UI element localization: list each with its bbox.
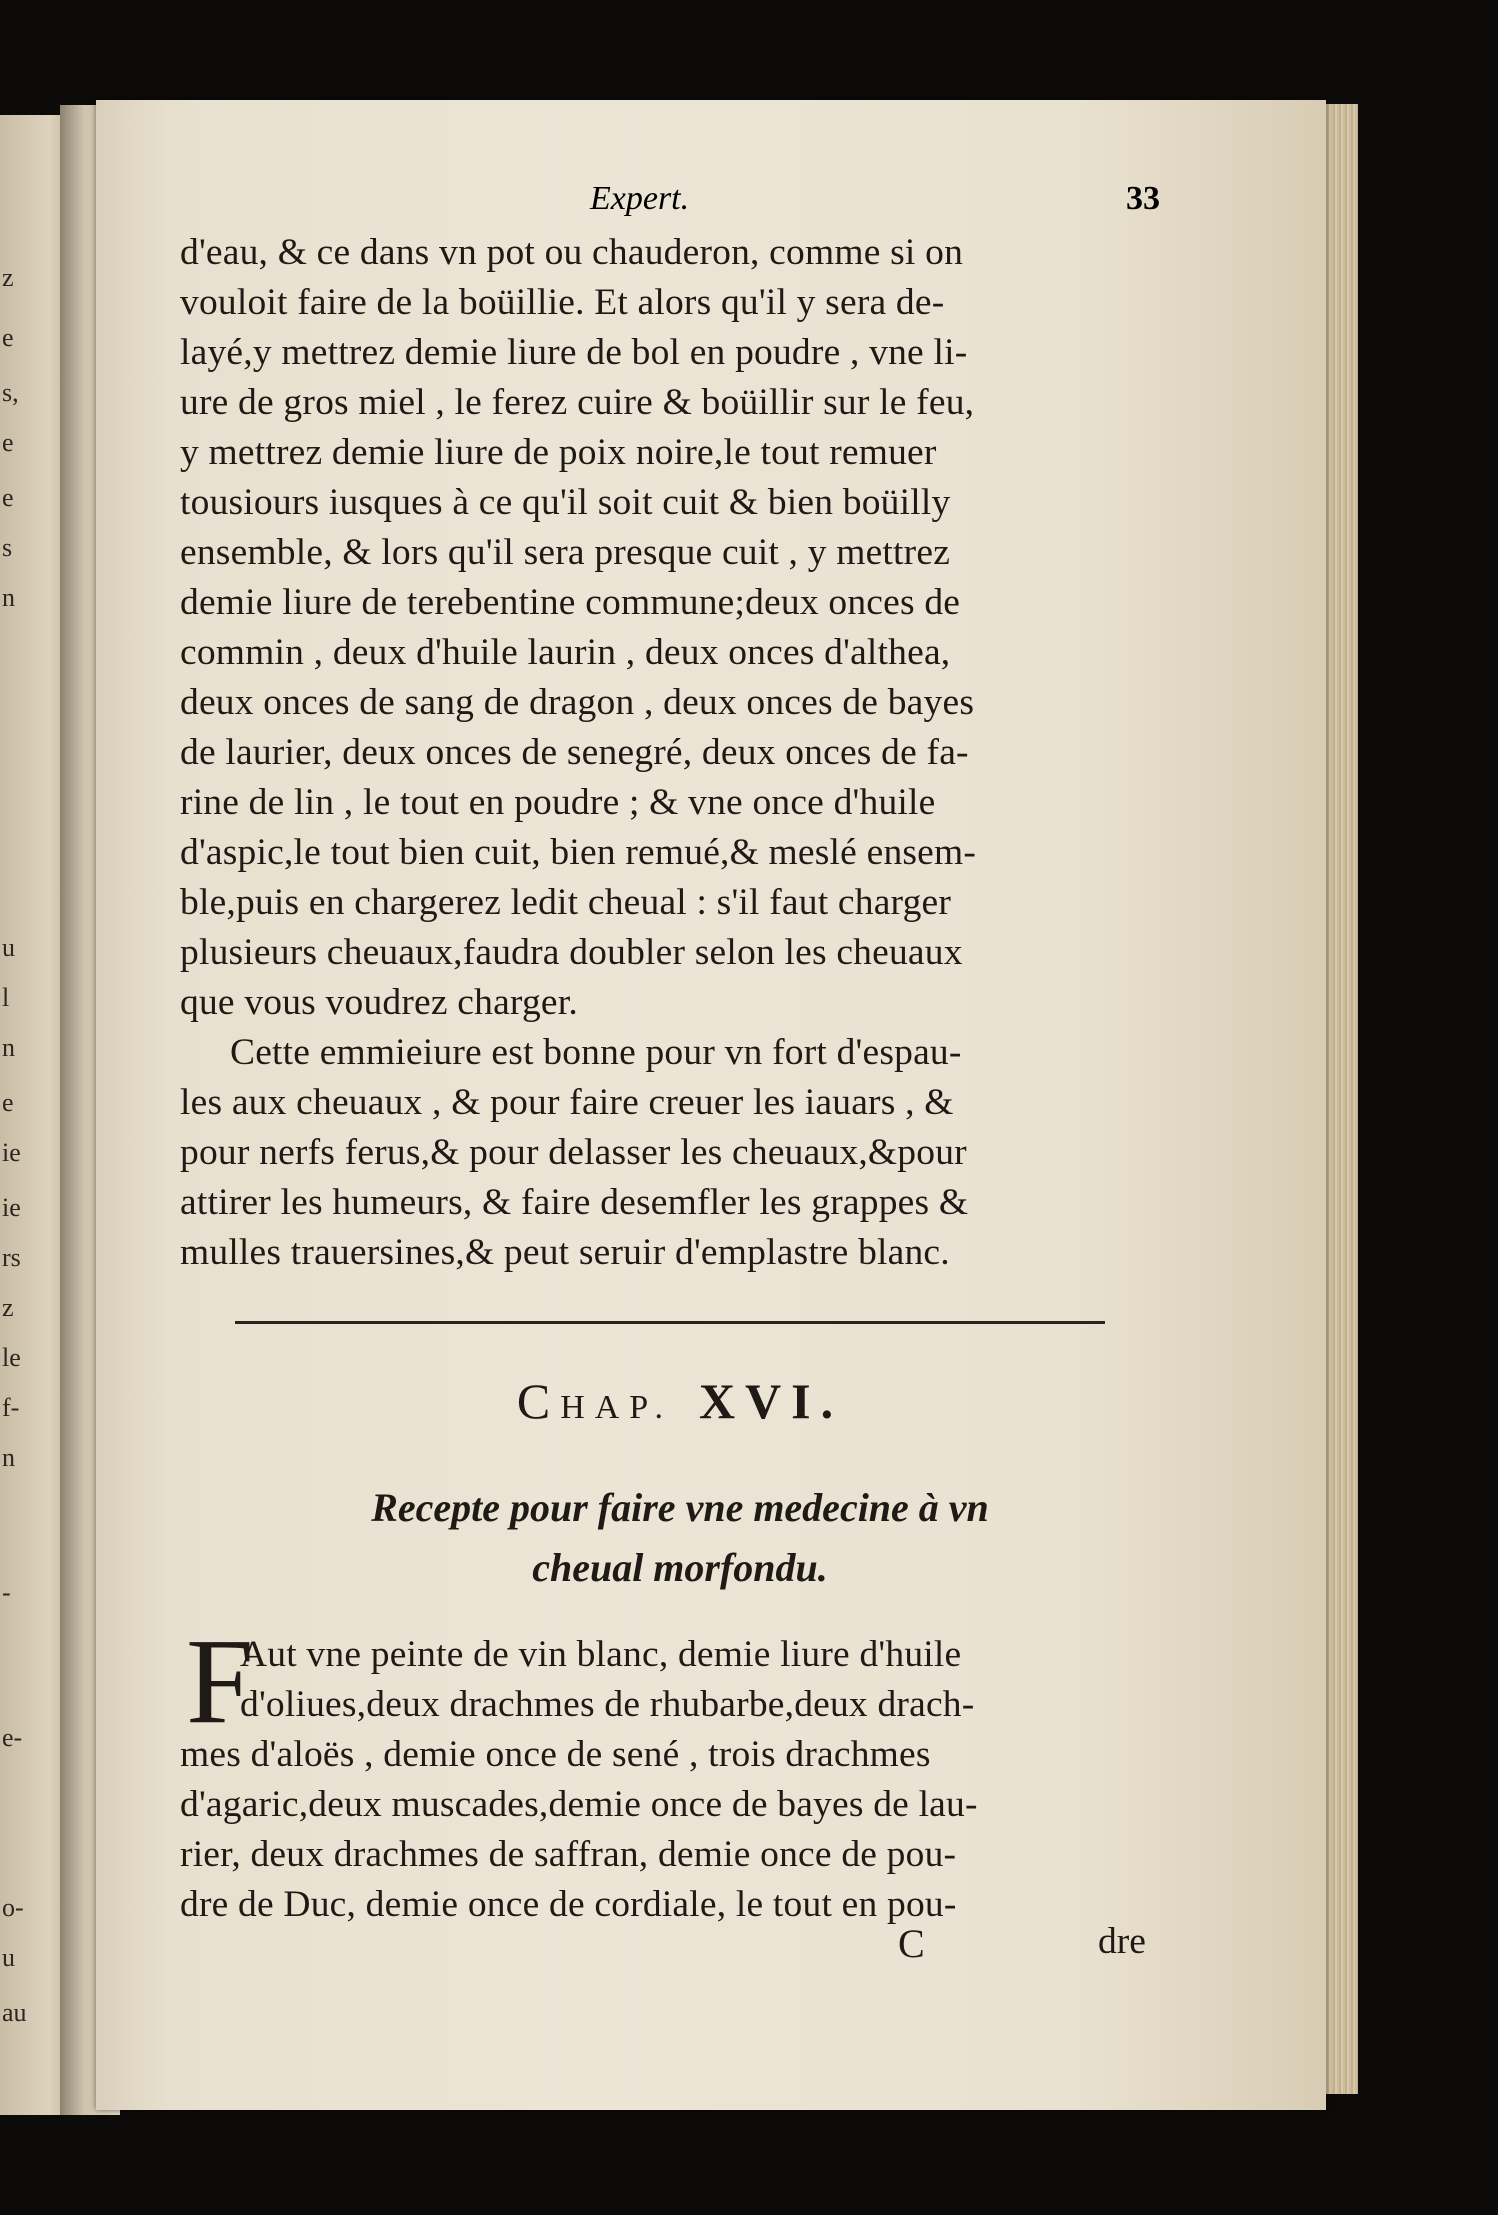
facing-page-fragment: z	[2, 1293, 14, 1322]
facing-page-fragment: n	[2, 1443, 15, 1472]
text-line: d'oliues,deux drachmes de rhubarbe,deux drach-	[240, 1684, 975, 1725]
text-line: vouloit faire de la boüillie. Et alors qu'il y sera de-	[180, 282, 945, 323]
facing-page-fragment: e	[2, 323, 14, 352]
text-line: ensemble, & lors qu'il sera presque cuit , y mettrez	[180, 532, 951, 573]
text-line: d'aspic,le tout bien cuit, bien remué,& meslé ensem-	[180, 832, 977, 873]
text-line: dre de Duc, demie once de cordiale, le tout en pou-	[180, 1884, 957, 1925]
facing-page-fragment: ie	[2, 1138, 21, 1167]
facing-page-fragment: e-	[2, 1723, 23, 1752]
facing-page-fragment: e	[2, 428, 14, 457]
facing-page-fragment: ie	[2, 1193, 21, 1222]
facing-page-fragment: n	[2, 583, 15, 612]
text-line: d'agaric,deux muscades,demie once de bayes de lau-	[180, 1784, 978, 1825]
text-line: tousiours iusques à ce qu'il soit cuit & bien boüilly	[180, 482, 951, 523]
facing-page-fragment: -	[2, 1578, 11, 1607]
text-line: deux onces de sang de dragon , deux onces de bayes	[180, 682, 975, 723]
paragraph-3	[180, 1614, 1180, 1930]
chapter-label-rest: HAP.	[560, 1389, 673, 1426]
chapter-subtitle	[180, 1478, 1180, 1598]
text-line: layé,y mettrez demie liure de bol en poudre , vne li-	[180, 332, 968, 373]
text-line: y mettrez demie liure de poix noire,le tout remuer	[180, 432, 937, 473]
text-line: plusieurs cheuaux,faudra doubler selon les cheuaux	[180, 932, 963, 973]
chapter-label-initial: C	[516, 1373, 561, 1429]
text-line: ure de gros miel , le ferez cuire & boüillir sur le feu,	[180, 382, 975, 423]
paragraph-1	[180, 228, 1180, 1028]
facing-page-fragment: z	[2, 263, 14, 292]
text-line: Aut vne peinte de vin blanc, demie liure d'huile	[240, 1634, 962, 1675]
text-line: commin , deux d'huile laurin , deux onces d'althea,	[180, 632, 951, 673]
text-line: que vous voudrez charger.	[180, 982, 578, 1023]
facing-page-fragment: s,	[2, 378, 19, 407]
chapter-number: XVI.	[698, 1373, 844, 1429]
catchword: dre	[1098, 1921, 1146, 1962]
facing-page-fragment: f-	[2, 1393, 20, 1422]
subtitle-line: Recepte pour faire vne medecine à vn	[371, 1485, 989, 1530]
facing-page-fragment: l	[2, 983, 10, 1012]
running-head	[180, 180, 1160, 230]
facing-page-fragment: u	[2, 933, 15, 962]
subtitle-line: cheual morfondu.	[532, 1545, 828, 1590]
facing-page-fragment: u	[2, 1943, 15, 1972]
text-line: pour nerfs ferus,& pour delasser les cheuaux,&pour	[180, 1132, 967, 1173]
paragraph-2	[180, 1028, 1180, 1278]
facing-page-fragment: e	[2, 1088, 14, 1117]
page-number: 33	[1126, 180, 1160, 217]
running-title: Expert.	[590, 180, 690, 217]
drop-cap: F	[186, 1614, 254, 1749]
text-line: demie liure de terebentine commune;deux onces de	[180, 582, 961, 623]
facing-page-fragment: o-	[2, 1893, 24, 1922]
section-rule	[235, 1321, 1105, 1324]
text-line: ble,puis en chargerez ledit cheual : s'il faut charger	[180, 882, 952, 923]
facing-page-fragment: rs	[2, 1243, 21, 1272]
chapter-heading	[180, 1372, 1180, 1430]
text-line: d'eau, & ce dans vn pot ou chauderon, comme si on	[180, 232, 964, 273]
facing-page-fragment: n	[2, 1033, 15, 1062]
text-line: rine de lin , le tout en poudre ; & vne once d'huile	[180, 782, 936, 823]
text-line: rier, deux drachmes de saffran, demie once de pou-	[180, 1834, 957, 1875]
facing-page-fragment: s	[2, 533, 13, 562]
text-line: Cette emmieiure est bonne pour vn fort d'espau-	[230, 1032, 962, 1073]
text-line: attirer les humeurs, & faire desemfler les grappes &	[180, 1182, 969, 1223]
facing-page-fragment: e	[2, 483, 14, 512]
text-line: mulles trauersines,& peut seruir d'emplastre blanc.	[180, 1232, 950, 1273]
text-line: de laurier, deux onces de senegré, deux onces de fa-	[180, 732, 969, 773]
signature-mark: C	[898, 1921, 925, 1966]
facing-page-fragment: le	[2, 1343, 21, 1372]
text-line: les aux cheuaux , & pour faire creuer les iauars , &	[180, 1082, 954, 1123]
facing-page-fragment: au	[2, 1998, 27, 2027]
text-line: mes d'aloës , demie once de sené , trois drachmes	[180, 1734, 931, 1775]
